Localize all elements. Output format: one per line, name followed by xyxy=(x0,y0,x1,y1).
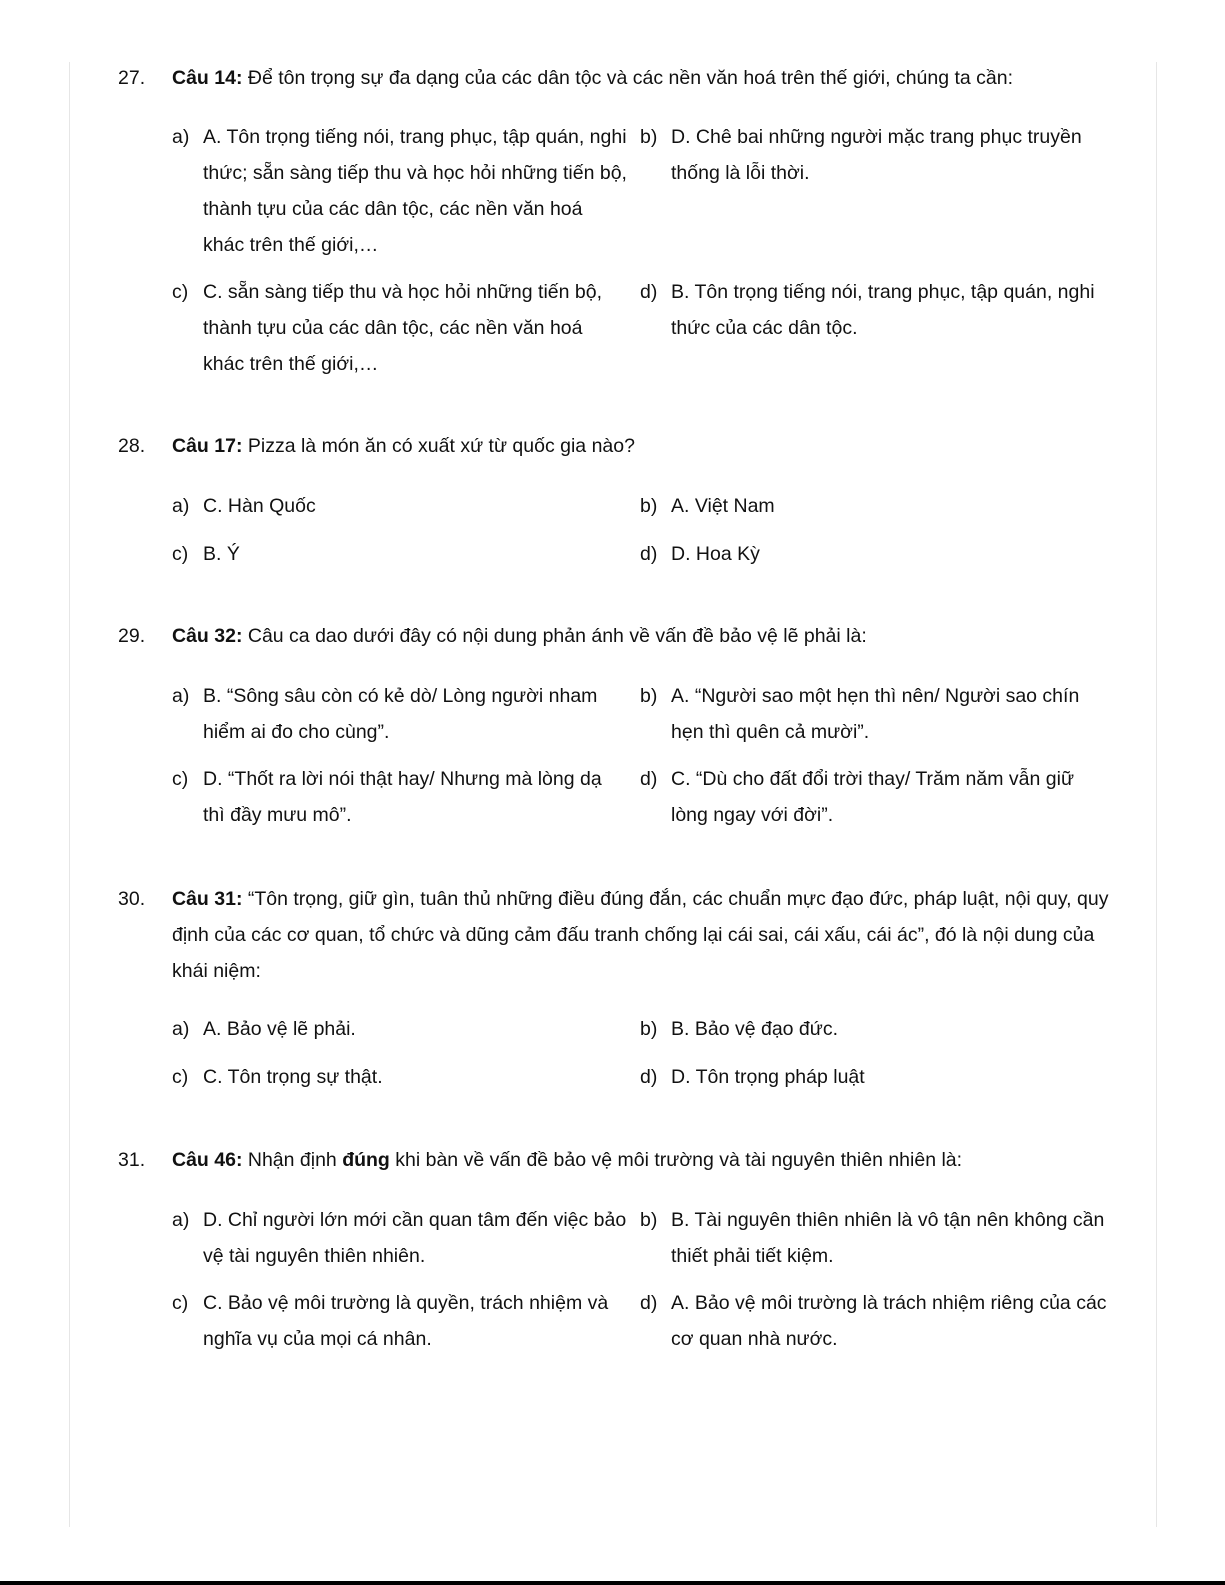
question-label: Câu 14: xyxy=(172,67,243,89)
option-d[interactable] xyxy=(640,1285,1110,1357)
option-letter: a) xyxy=(172,1018,190,1040)
option-letter: c) xyxy=(172,1066,189,1088)
option-letter: c) xyxy=(172,543,189,565)
option-letter: b) xyxy=(640,1018,658,1040)
option-a[interactable] xyxy=(172,119,627,263)
option-text: A. Bảo vệ lẽ phải. xyxy=(203,1018,356,1040)
option-text: D. Chê bai những người mặc trang phục truyền thống là lỗi thời. xyxy=(671,126,1082,184)
option-letter: a) xyxy=(172,495,190,517)
option-text: A. Bảo vệ môi trường là trách nhiệm riêng của các cơ quan nhà nước. xyxy=(671,1292,1107,1350)
option-letter: d) xyxy=(640,281,658,303)
question-text: Câu 46: Nhận định đúng khi bàn về vấn đề bảo vệ môi trường và tài nguyên thiên nhiên là: xyxy=(172,1149,963,1171)
question-label: Câu 17: xyxy=(172,435,243,457)
option-text: B. Tài nguyên thiên nhiên là vô tận nên không cần thiết phải tiết kiệm. xyxy=(671,1209,1105,1267)
option-a[interactable] xyxy=(172,678,627,750)
page-right-rule xyxy=(1156,62,1157,1527)
option-text: A. “Người sao một hẹn thì nên/ Người sao chín hẹn thì quên cả mười”. xyxy=(671,685,1080,743)
question-text: Câu 17: Pizza là món ăn có xuất xứ từ quốc gia nào? xyxy=(172,435,635,457)
option-c[interactable] xyxy=(172,761,627,833)
option-letter: b) xyxy=(640,685,658,707)
option-text: D. Chỉ người lớn mới cần quan tâm đến việc bảo vệ tài nguyên thiên nhiên. xyxy=(203,1209,627,1267)
question-label: Câu 32: xyxy=(172,625,243,647)
option-text: C. “Dù cho đất đổi trời thay/ Trăm năm vẫn giữ lòng ngay với đời”. xyxy=(671,768,1074,826)
option-a[interactable] xyxy=(172,1202,627,1274)
option-letter: a) xyxy=(172,126,190,148)
page-left-rule xyxy=(69,62,70,1527)
option-letter: a) xyxy=(172,1209,190,1231)
question-number: 28. xyxy=(118,435,146,457)
question-label: Câu 46: xyxy=(172,1149,243,1171)
option-text: B. Bảo vệ đạo đức. xyxy=(671,1018,838,1040)
option-b[interactable] xyxy=(640,488,1110,524)
option-letter: b) xyxy=(640,495,658,517)
question-label: Câu 31: xyxy=(172,888,243,910)
page-bottom-border xyxy=(0,1581,1225,1585)
option-b[interactable] xyxy=(640,1202,1110,1274)
option-text: C. Hàn Quốc xyxy=(203,495,316,517)
option-letter: d) xyxy=(640,543,658,565)
option-text: D. Hoa Kỳ xyxy=(671,543,760,565)
option-b[interactable] xyxy=(640,119,1110,191)
question-header xyxy=(118,618,1118,654)
question-28 xyxy=(118,428,1118,565)
option-text: B. “Sông sâu còn có kẻ dò/ Lòng người nham hiểm ai đo cho cùng”. xyxy=(203,685,598,743)
option-letter: b) xyxy=(640,1209,658,1231)
option-d[interactable] xyxy=(640,761,1110,833)
question-number: 27. xyxy=(118,67,146,89)
option-text: B. Tôn trọng tiếng nói, trang phục, tập quán, nghi thức của các dân tộc. xyxy=(671,281,1095,339)
option-letter: d) xyxy=(640,1066,658,1088)
option-letter: d) xyxy=(640,1292,658,1314)
question-header xyxy=(118,428,1118,464)
question-header xyxy=(118,881,1118,989)
question-text: Câu 14: Để tôn trọng sự đa dạng của các dân tộc và các nền văn hoá trên thế giới, chúng ta cần: xyxy=(172,67,1014,89)
option-c[interactable] xyxy=(172,536,627,572)
question-29 xyxy=(118,618,1118,826)
question-number: 30. xyxy=(118,888,146,910)
option-a[interactable] xyxy=(172,1011,627,1047)
option-c[interactable] xyxy=(172,274,627,382)
option-d[interactable] xyxy=(640,1059,1110,1095)
option-letter: c) xyxy=(172,1292,189,1314)
option-c[interactable] xyxy=(172,1285,627,1357)
option-text: B. Ý xyxy=(203,543,240,565)
option-c[interactable] xyxy=(172,1059,627,1095)
option-text: A. Việt Nam xyxy=(671,495,775,517)
question-30 xyxy=(118,881,1118,1088)
question-header xyxy=(118,60,1118,96)
option-text: C. Bảo vệ môi trường là quyền, trách nhiệm và nghĩa vụ của mọi cá nhân. xyxy=(203,1292,609,1350)
option-b[interactable] xyxy=(640,678,1110,750)
option-d[interactable] xyxy=(640,536,1110,572)
question-number: 31. xyxy=(118,1149,146,1171)
option-a[interactable] xyxy=(172,488,627,524)
question-31 xyxy=(118,1142,1118,1350)
option-letter: b) xyxy=(640,126,658,148)
option-d[interactable] xyxy=(640,274,1110,346)
question-27 xyxy=(118,60,1118,375)
question-text: Câu 32: Câu ca dao dưới đây có nội dung phản ánh về vấn đề bảo vệ lẽ phải là: xyxy=(172,625,867,647)
option-text: A. Tôn trọng tiếng nói, trang phục, tập quán, nghi thức; sẵn sàng tiếp thu và học hỏi những tiến bộ, thành tựu của các dân tộc, các nền văn hoá khác trên thế giới,… xyxy=(203,126,627,256)
option-text: C. Tôn trọng sự thật. xyxy=(203,1066,383,1088)
question-number: 29. xyxy=(118,625,146,647)
emphasis-word: đúng xyxy=(342,1149,390,1171)
option-b[interactable] xyxy=(640,1011,1110,1047)
question-header xyxy=(118,1142,1118,1178)
option-text: D. “Thốt ra lời nói thật hay/ Nhưng mà lòng dạ thì đầy mưu mô”. xyxy=(203,768,602,826)
option-text: C. sẵn sàng tiếp thu và học hỏi những tiến bộ, thành tựu của các dân tộc, các nền văn hoá khác trên thế giới,… xyxy=(203,281,602,375)
option-text: D. Tôn trọng pháp luật xyxy=(671,1066,865,1088)
option-letter: c) xyxy=(172,768,189,790)
option-letter: a) xyxy=(172,685,190,707)
option-letter: d) xyxy=(640,768,658,790)
question-text: Câu 31: “Tôn trọng, giữ gìn, tuân thủ những điều đúng đắn, các chuẩn mực đạo đức, pháp luật, nội quy, quy định của các cơ quan, tổ chức và dũng cảm đấu tranh chống lại cái sai, cái xấu, cái ác”, đó là nội dung của khái niệm: xyxy=(172,888,1109,982)
option-letter: c) xyxy=(172,281,189,303)
